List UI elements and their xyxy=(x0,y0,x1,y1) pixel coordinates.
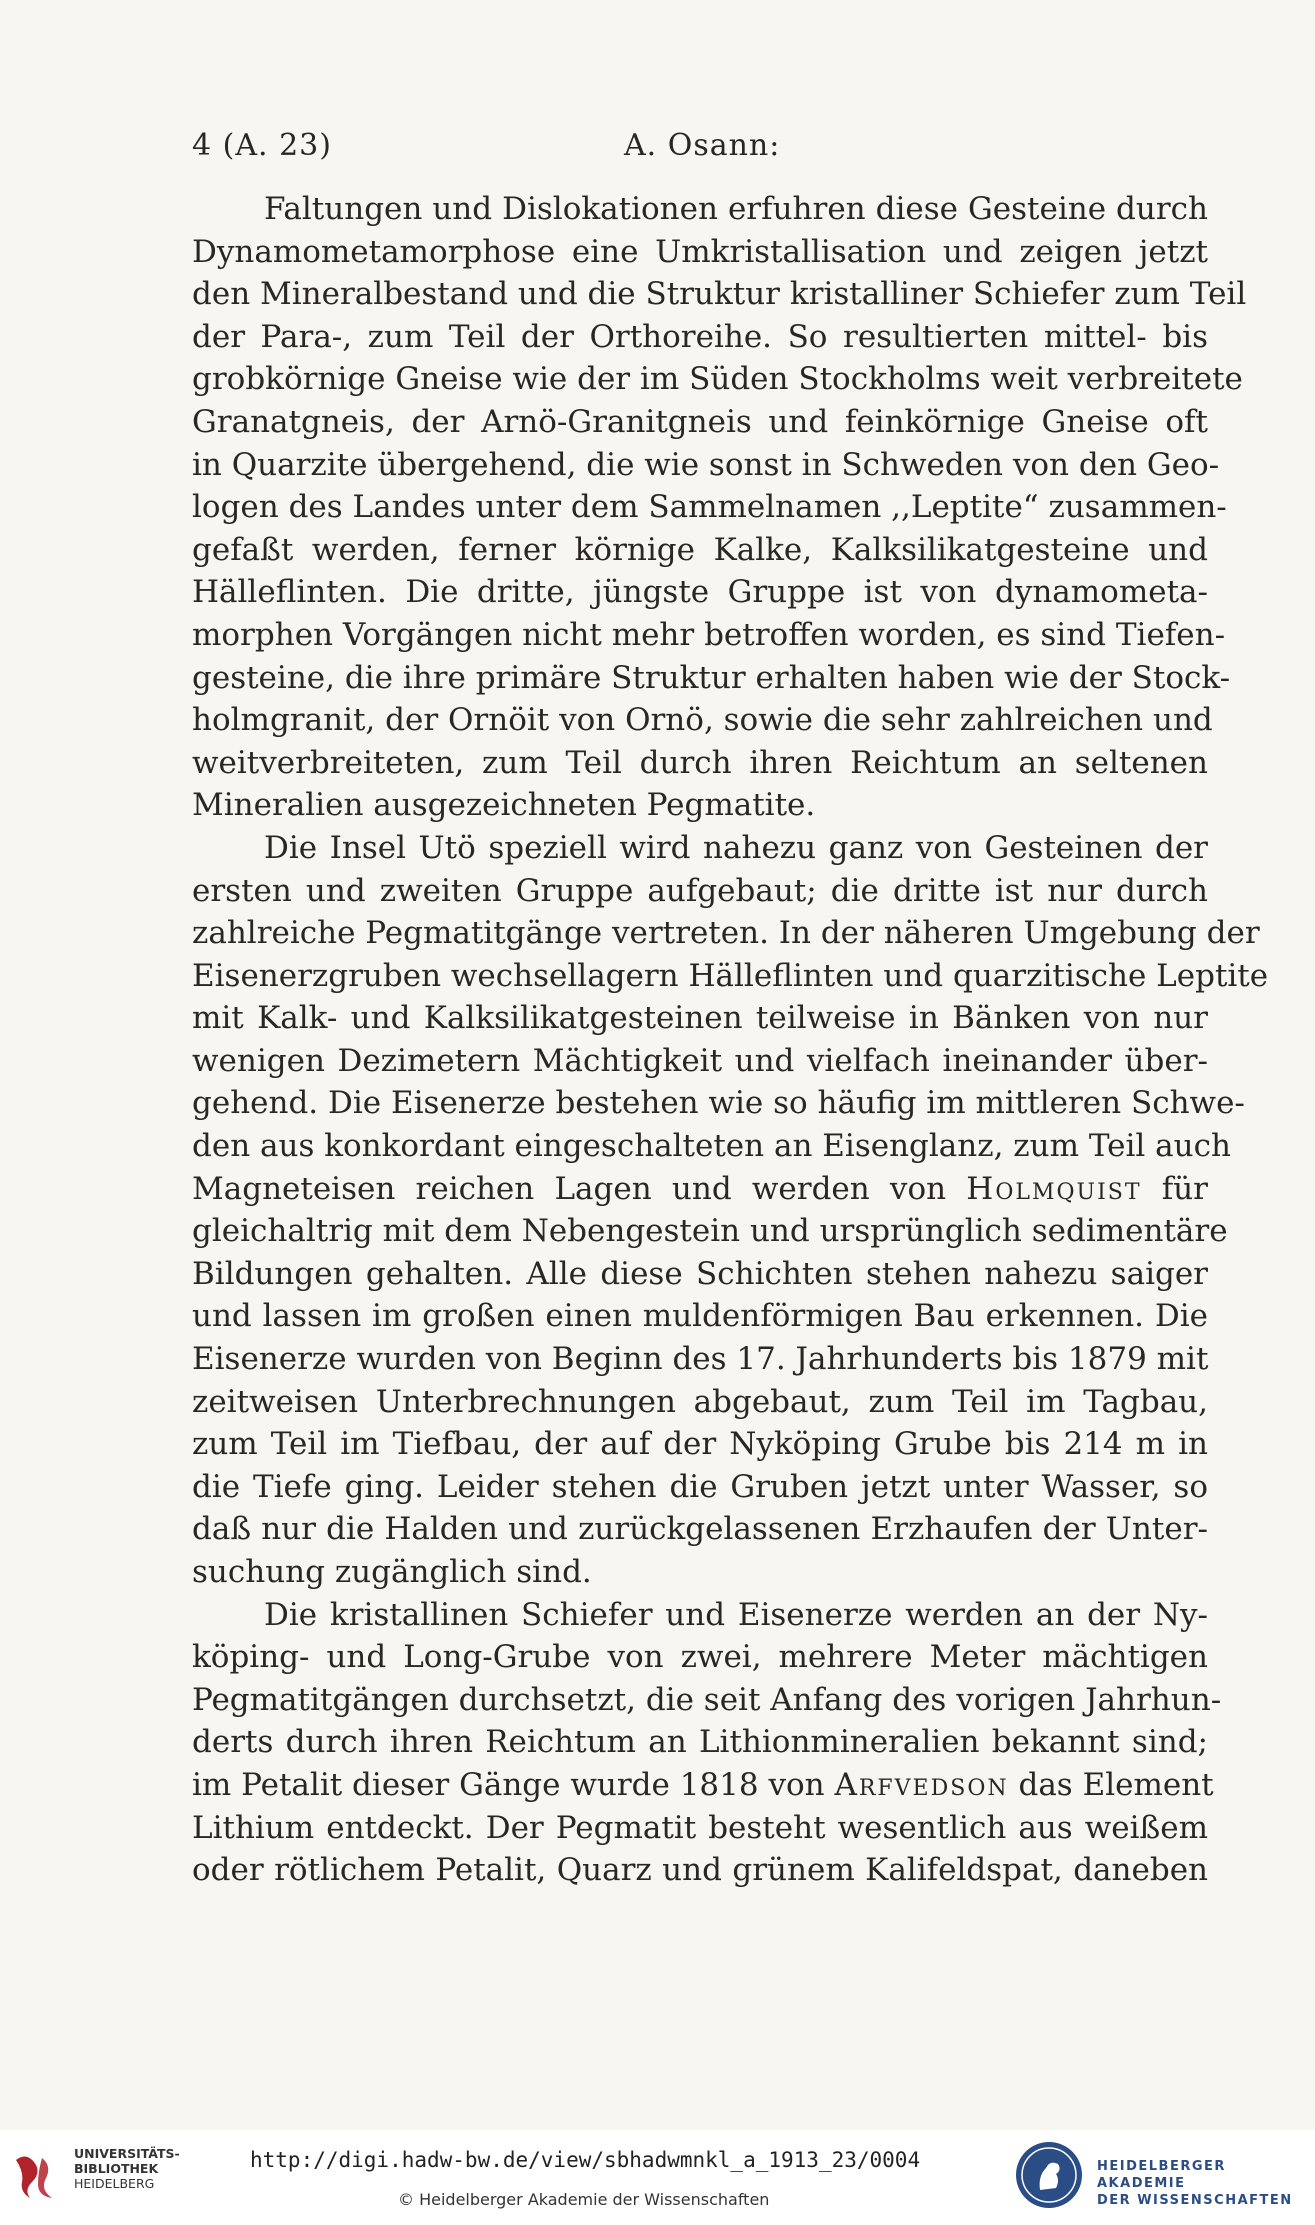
text-line: grobkörnige Gneise wie der im Süden Stockholms weit verbreitete xyxy=(192,361,1243,398)
text-line: gehend. Die Eisenerze bestehen wie so häufig im mittleren Schwe- xyxy=(192,1085,1245,1122)
library-line-3: HEIDELBERG xyxy=(74,2176,155,2191)
text-line: Die Insel Utö speziell wird nahezu ganz von Gesteinen der xyxy=(264,829,1208,866)
text-line: ersten und zweiten Gruppe aufgebaut; die dritte ist nur durch xyxy=(192,872,1208,909)
text-line: zeitweisen Unterbrechnungen abgebaut, zum Teil im Tagbau, xyxy=(192,1383,1208,1420)
text-line: gleichaltrig mit dem Nebengestein und ursprünglich sedimentäre xyxy=(192,1213,1228,1250)
text-line: Granatgneis, der Arnö-Granitgneis und feinkörnige Gneise oft xyxy=(192,403,1208,440)
page-number: 4 (A. 23) xyxy=(192,128,332,163)
text-line: weitverbreiteten, zum Teil durch ihren Reichtum an seltenen xyxy=(192,744,1208,781)
person-name: Holmquist xyxy=(966,1170,1142,1207)
text-line: Bildungen gehalten. Alle diese Schichten stehen nahezu saiger xyxy=(192,1255,1208,1292)
text-line xyxy=(192,1764,1214,1807)
library-line-1: UNIVERSITÄTS- xyxy=(74,2146,180,2161)
text-line: morphen Vorgängen nicht mehr betroffen worden, es sind Tiefen- xyxy=(192,616,1226,653)
footer-bar xyxy=(0,2130,1315,2225)
paragraph-2 xyxy=(192,827,1269,1594)
text-line xyxy=(192,1168,1208,1211)
text-line: Dynamometamorphose eine Umkristallisation und zeigen jetzt xyxy=(192,233,1208,270)
text-segment: im Petalit dieser Gänge wurde 1818 von xyxy=(192,1766,825,1803)
library-name xyxy=(74,2146,180,2191)
text-line: den aus konkordant eingeschalteten an Eisenglanz, zum Teil auch xyxy=(192,1128,1231,1165)
academy-line-1: HEIDELBERGER AKADEMIE xyxy=(1097,2159,1226,2191)
text-line: die Tiefe ging. Leider stehen die Gruben jetzt unter Wasser, so xyxy=(192,1468,1208,1505)
text-line: suchung zugänglich sind. xyxy=(192,1554,592,1590)
permalink-url[interactable]: http://digi.hadw-bw.de/view/sbhadwmnkl_a_1913_23/0004 xyxy=(250,2148,921,2172)
copyright-notice: © Heidelberger Akademie der Wissenschaften xyxy=(398,2190,770,2209)
text-line: Eisenerze wurden von Beginn des 17. Jahrhunderts bis 1879 mit xyxy=(192,1341,1209,1378)
text-segment: für xyxy=(1161,1170,1208,1207)
text-line: Lithium entdeckt. Der Pegmatit besteht wesentlich aus weißem xyxy=(192,1809,1208,1846)
text-line: in Quarzite übergehend, die wie sonst in Schweden von den Geo- xyxy=(192,446,1220,483)
text-line: oder rötlichem Petalit, Quarz und grünem Kalifeldspat, daneben xyxy=(192,1852,1208,1889)
text-line: zum Teil im Tiefbau, der auf der Nyköping Grube bis 214 m in xyxy=(192,1426,1208,1463)
text-line: Eisenerzgruben wechsellagern Hälleflinten und quarzitische Leptite xyxy=(192,957,1269,994)
running-author: A. Osann: xyxy=(624,128,781,163)
text-line: Faltungen und Dislokationen erfuhren diese Gesteine durch xyxy=(264,191,1208,227)
text-line: daß nur die Halden und zurückgelassenen Erzhaufen der Unter- xyxy=(192,1511,1208,1548)
text-line: und lassen im großen einen muldenförmigen Bau erkennen. Die xyxy=(192,1298,1208,1335)
body-text xyxy=(192,188,1269,1892)
text-line: mit Kalk- und Kalksilikatgesteinen teilweise in Bänken von nur xyxy=(192,1000,1208,1037)
text-line: logen des Landes unter dem Sammelnamen ,,Leptite“ zusammen- xyxy=(192,489,1227,526)
paragraph-3 xyxy=(192,1594,1222,1892)
text-line: den Mineralbestand und die Struktur kristalliner Schiefer zum Teil xyxy=(192,276,1247,313)
text-line: köping- und Long-Grube von zwei, mehrere Meter mächtigen xyxy=(192,1639,1208,1676)
academy-seal-icon xyxy=(1016,2142,1082,2208)
text-line: zahlreiche Pegmatitgänge vertreten. In der näheren Umgebung der xyxy=(192,915,1260,952)
text-line: Hälleflinten. Die dritte, jüngste Gruppe ist von dynamometa- xyxy=(192,574,1208,611)
person-name: Arfvedson xyxy=(834,1766,1009,1803)
text-line: wenigen Dezimetern Mächtigkeit und vielfach ineinander über- xyxy=(192,1042,1208,1079)
text-line: gesteine, die ihre primäre Struktur erhalten haben wie der Stock- xyxy=(192,659,1231,696)
paragraph-1 xyxy=(192,188,1247,827)
text-line: Mineralien ausgezeichneten Pegmatite. xyxy=(192,787,816,824)
text-line: Die kristallinen Schiefer und Eisenerze werden an der Ny- xyxy=(264,1596,1208,1633)
library-line-2: BIBLIOTHEK xyxy=(74,2161,159,2176)
text-segment: das Element xyxy=(1018,1766,1214,1803)
text-segment: Magneteisen reichen Lagen und werden von xyxy=(192,1170,947,1207)
academy-name xyxy=(1097,2158,1315,2209)
text-line: der Para-, zum Teil der Orthoreihe. So resultierten mittel- bis xyxy=(192,318,1208,355)
text-line: derts durch ihren Reichtum an Lithionmineralien bekannt sind; xyxy=(192,1724,1208,1761)
text-line: Pegmatitgängen durchsetzt, die seit Anfang des vorigen Jahrhun- xyxy=(192,1681,1222,1718)
text-line: gefaßt werden, ferner körnige Kalke, Kalksilikatgesteine und xyxy=(192,531,1208,568)
text-line: holmgranit, der Ornöit von Ornö, sowie die sehr zahlreichen und xyxy=(192,702,1213,739)
academy-line-2: DER WISSENSCHAFTEN xyxy=(1097,2193,1293,2208)
